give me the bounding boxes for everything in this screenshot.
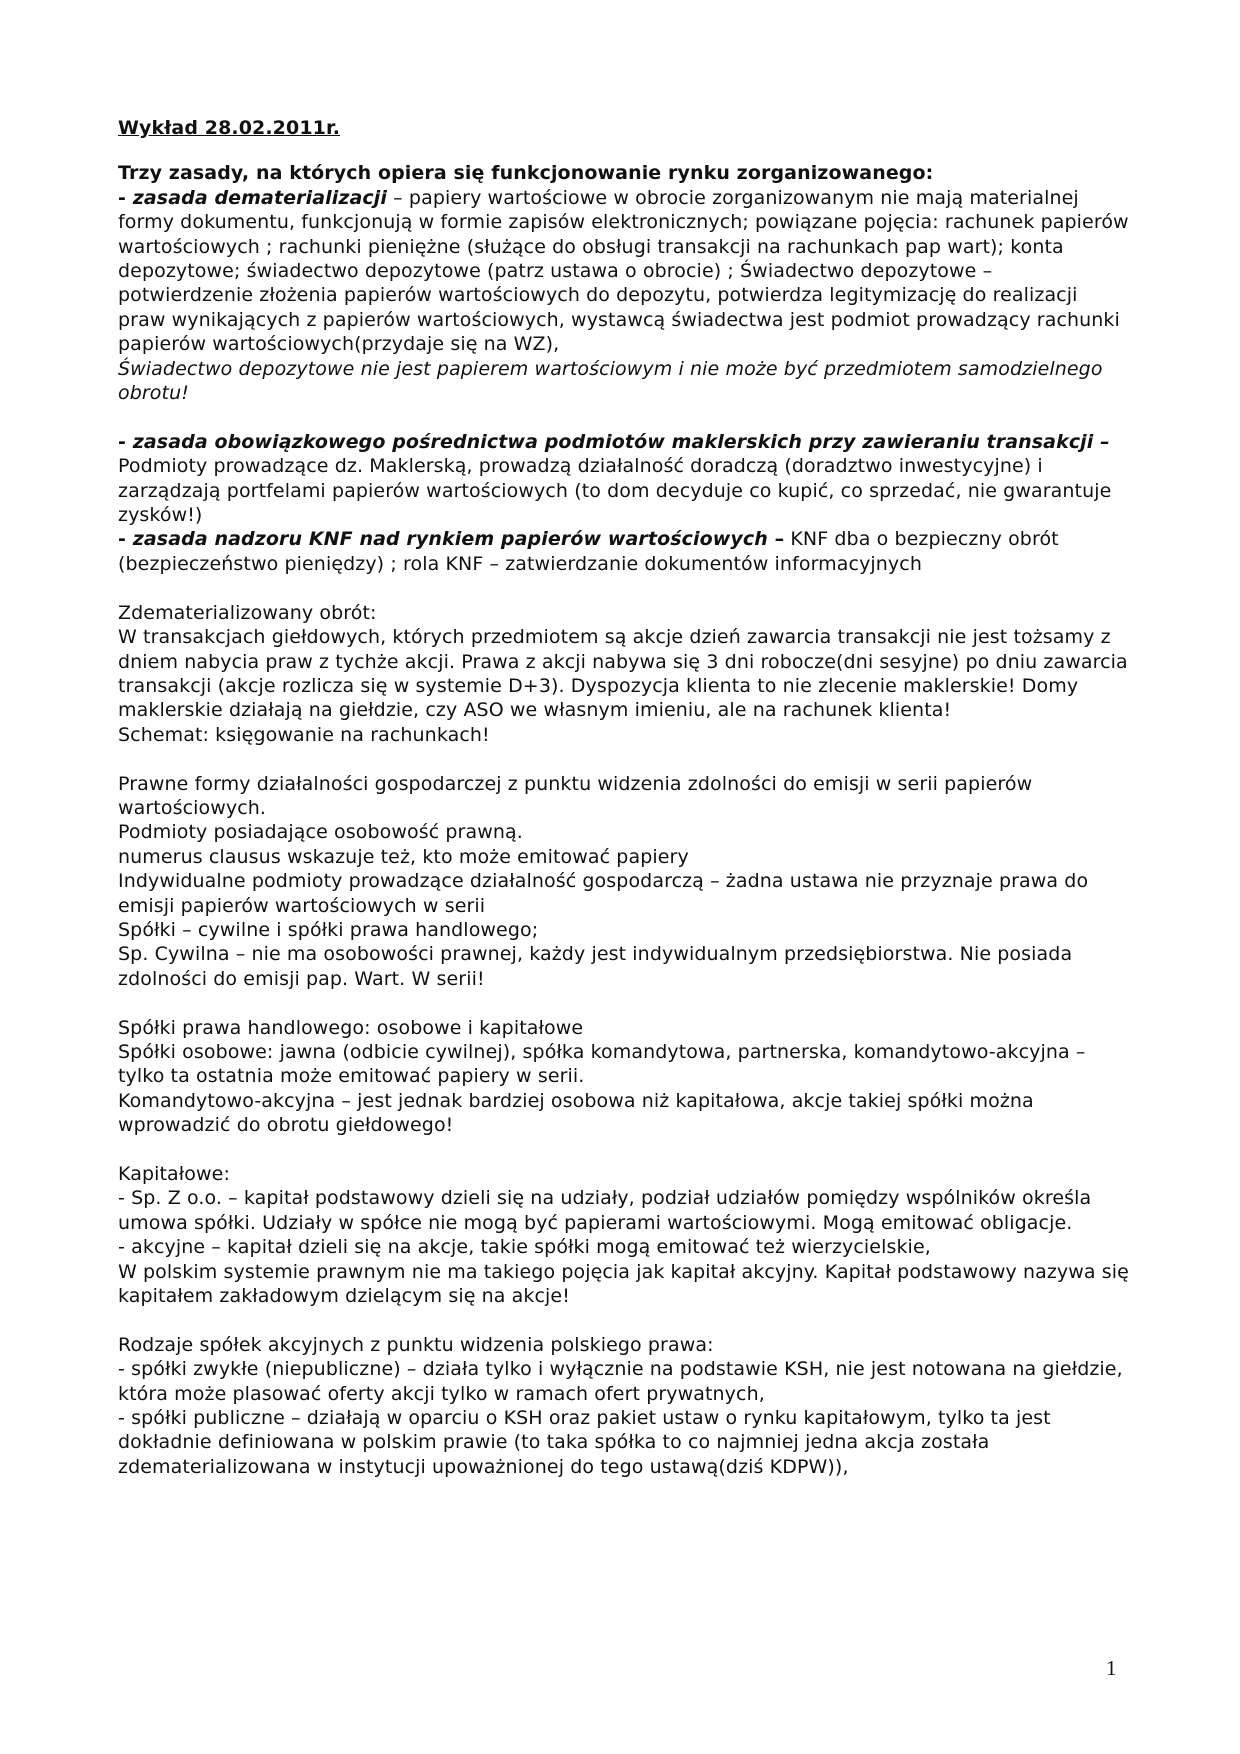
page-number: 1 <box>1106 1656 1117 1680</box>
principle-supervision <box>118 527 1130 576</box>
list-dash: - <box>118 528 133 551</box>
section-title-dematerialized: Zdematerializowany obrót: <box>118 601 377 624</box>
paragraph: - spółki zwykłe (niepubliczne) – działa tylko i wyłącznie na podstawie KSH, nie jest notowana na giełdzie, która może plasować oferty akcji tylko w ramach ofert prywatnych, <box>118 1358 1123 1405</box>
paragraph: W polskim systemie prawnym nie ma takiego pojęcia jak kapitał akcyjny. Kapitał podstawowy nazywa się kapitałem zakładowym dzielącym się na akcje! <box>118 1260 1129 1308</box>
paragraph: Sp. Cywilna – nie ma osobowości prawnej, każdy jest indywidualnym przedsiębiorstwa. Nie posiada zdolności do emisji pap. Wart. W serii! <box>118 943 1073 990</box>
principle-text: papiery wartościowe w obrocie zorganizowanym nie mają materialnej formy dokumentu, funkcjonują w formie zapisów elektronicznych; powiązane pojęcia: rachunek papierów wartościowych ; rachunki pieniężne (służące do obsługi transakcji na rachunkach pap wart); konta depozytowe; świadectwo depozytowe (patrz ustawa o obrocie) ; Świadectwo depozytowe – potwierdzenie złożenia papierów wartościowych do depozytu, potwierdza legitymizację do realizacji praw wynikających z papierów wartościowych, wystawcą świadectwa jest podmiot prowadzący rachunki papierów wartościowych(przydaje się na WZ), <box>118 186 1129 356</box>
principle-text: KNF dba o bezpieczny obrót (bezpieczeństwo pieniędzy) ; rola KNF – zatwierdzanie dokumentów informacyjnych <box>118 528 1059 575</box>
paragraph: Podmioty posiadające osobowość prawną. <box>118 821 523 844</box>
list-dash: - <box>118 186 133 209</box>
paragraph: W transakcjach giełdowych, których przedmiotem są akcje dzień zawarcia transakcji nie jest tożsamy z dniem nabycia praw z tychże akcji. Prawa z akcji nabywa się 3 dni robocze(dni sesyjne) po dniu zawarcia transakcji (akcje rozlicza się w systemie D+3). Dyspozycja klienta to nie zlecenie maklerskie! Domy maklerskie działają na giełdzie, czy ASO we własnym imieniu, ale na rachunek klienta! <box>118 626 1128 722</box>
paragraph: - Sp. Z o.o. – kapitał podstawowy dzieli się na udziały, podział udziałów pomiędzy wspólników określa umowa spółki. Udziały w spółce nie mogą być papierami wartościowymi. Mogą emitować obligacje. <box>118 1187 1092 1234</box>
term-dash: – <box>767 528 785 551</box>
principle-term: zasada dematerializacji <box>132 186 388 209</box>
paragraph: Spółki prawa handlowego: osobowe i kapitałowe <box>118 1016 584 1039</box>
term-dash: – <box>387 186 403 209</box>
paragraph: - spółki publiczne – działają w oparciu o KSH oraz pakiet ustaw o rynku kapitałowym, tylko ta jest dokładnie definiowana w polskim prawie (to taka spółka to co najmniej jedna akcja została zdematerializowana w instytucji upoważnionej do tego ustawą(dziś KDPW)), <box>118 1407 1051 1478</box>
section-heading-principles: Trzy zasady, na których opiera się funkcjonowanie rynku zorganizowanego: <box>118 162 934 185</box>
section-title-joint-stock-types: Rodzaje spółek akcyjnych z punktu widzenia polskiego prawa: <box>118 1333 714 1356</box>
paragraph: Schemat: księgowanie na rachunkach! <box>118 723 490 746</box>
paragraph: Spółki osobowe: jawna (odbicie cywilnej), spółka komandytowa, partnerska, komandytowo-akcyjna – tylko ta ostatnia może emitować papiery w serii. <box>118 1040 1086 1088</box>
paragraph: - akcyjne – kapitał dzieli się na akcje, takie spółki mogą emitować też wierzycielskie, <box>118 1236 931 1259</box>
principle-intermediation <box>118 430 1130 454</box>
paragraph: Komandytowo-akcyjna – jest jednak bardziej osobowa niż kapitałowa, akcje takiej spółki można wprowadzić do obrotu giełdowego! <box>118 1089 1034 1137</box>
document-title: Wykład 28.02.2011r. <box>118 117 341 139</box>
paragraph: Spółki – cywilne i spółki prawa handlowego; <box>118 918 539 941</box>
principle-text: Podmioty prowadzące dz. Maklerską, prowadzą działalność doradczą (doradztwo inwestycyjne) i zarządzają portfelami papierów wartościowych (to dom decyduje co kupić, co sprzedać, nie gwarantuje zysków!) <box>118 455 1112 527</box>
section-title-capital: Kapitałowe: <box>118 1162 230 1185</box>
section-title-legal-forms: Prawne formy działalności gospodarczej z punktu widzenia zdolności do emisji w serii papierów wartościowych. <box>118 772 1033 819</box>
list-dash: - <box>118 430 133 453</box>
principle-term: zasada nadzoru KNF nad rynkiem papierów wartościowych <box>132 528 768 551</box>
paragraph: numerus clausus wskazuje też, kto może emitować papiery <box>118 845 689 868</box>
paragraph: Indywidualne podmioty prowadzące działalność gospodarczą – żadna ustawa nie przyznaje prawa do emisji papierów wartościowych w serii <box>118 870 1089 917</box>
principle-term: zasada obowiązkowego pośrednictwa podmiotów maklerskich przy zawieraniu transakcji – <box>132 430 1110 453</box>
principle-dematerialization <box>118 186 1130 357</box>
document-page <box>118 116 1130 1479</box>
principle-note: Świadectwo depozytowe nie jest papierem wartościowym i nie może być przedmiotem samodzielnego obrotu! <box>118 357 1103 405</box>
